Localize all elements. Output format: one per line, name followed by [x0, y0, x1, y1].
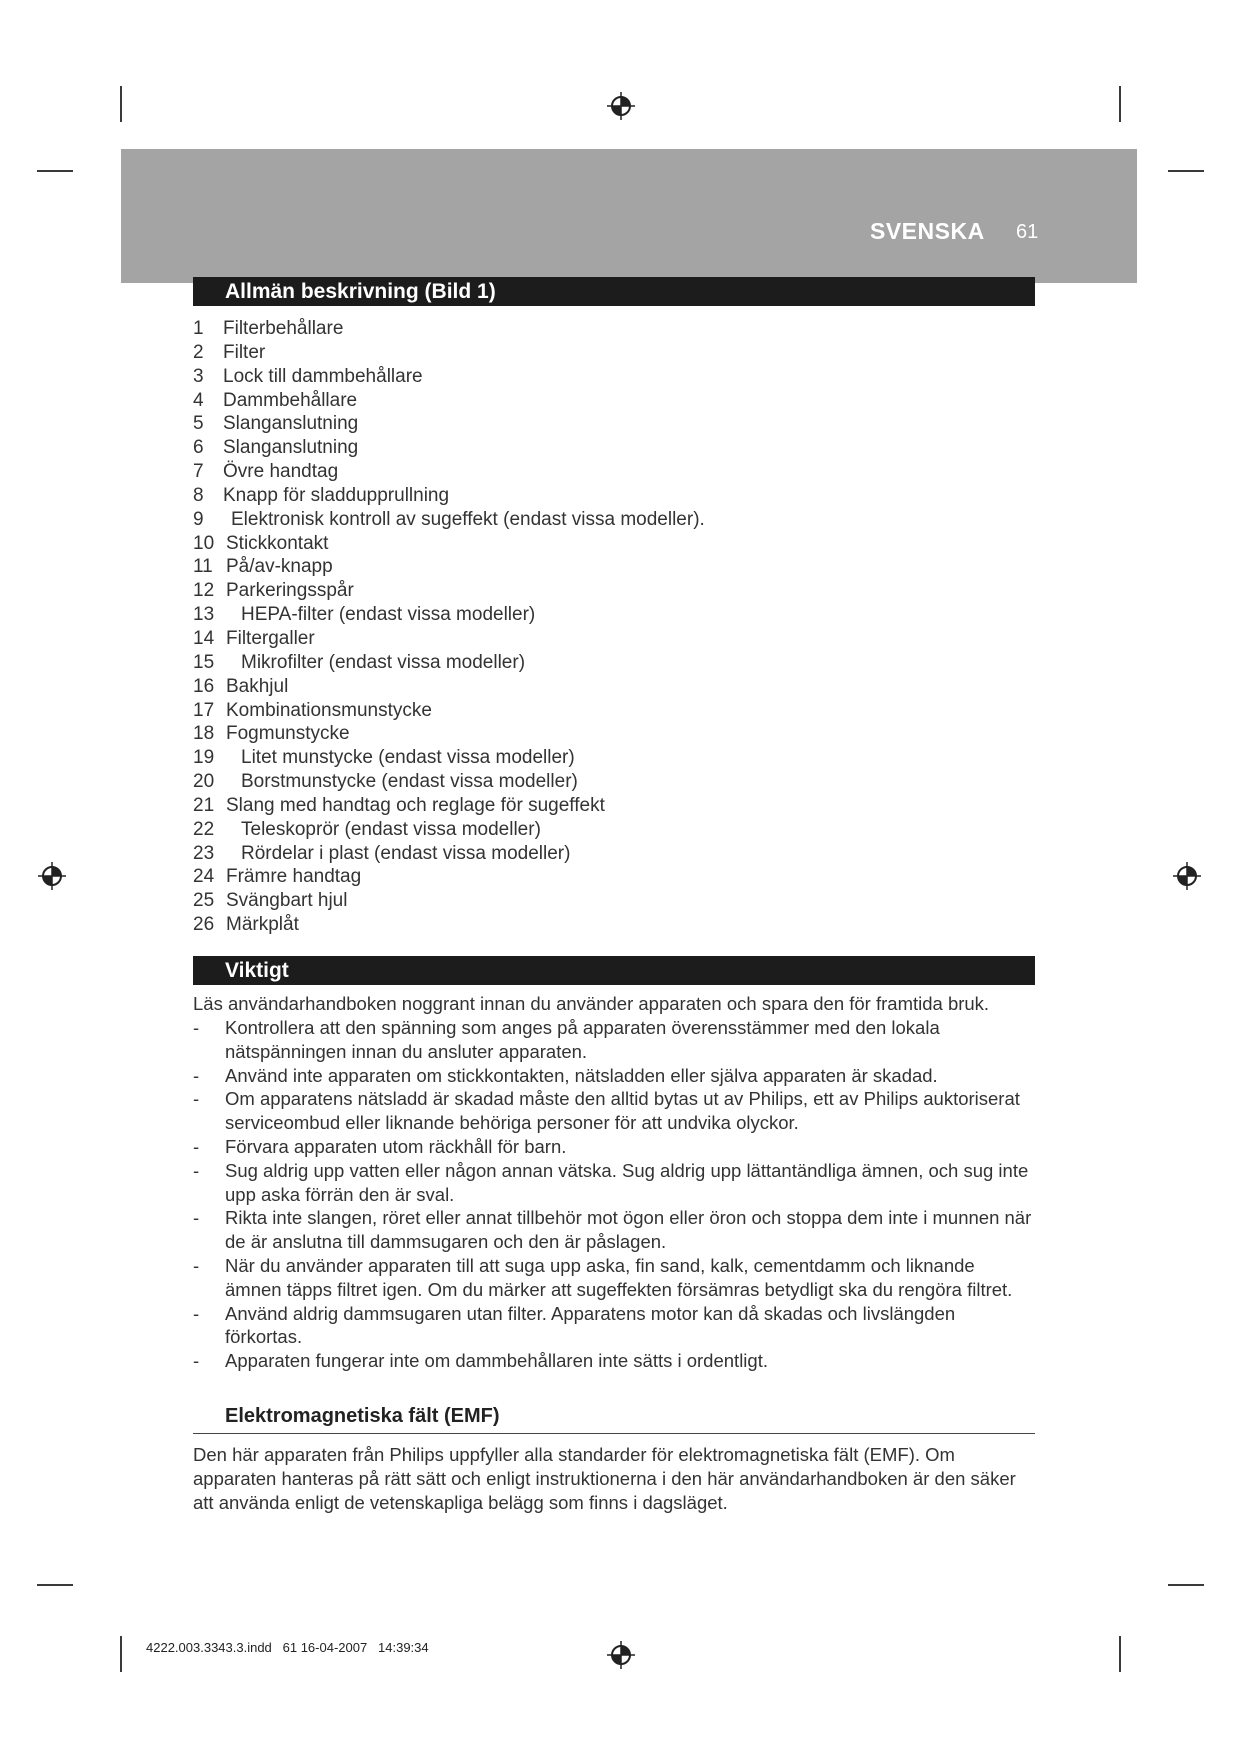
- important-intro: Läs användarhandboken noggrant innan du använder apparaten och spara den för framtida bruk.: [193, 993, 990, 1014]
- list-item: 13 HEPA-filter (endast vissa modeller): [193, 604, 536, 626]
- crop-mark: [120, 86, 122, 122]
- registration-mark-icon: [1173, 862, 1201, 890]
- list-item: 16 Bakhjul: [193, 675, 289, 697]
- crop-mark: [1168, 170, 1204, 172]
- list-item: 19 Litet munstycke (endast vissa modeller): [193, 747, 575, 769]
- emf-paragraph: Den här apparaten från Philips uppfyller alla standarder för elektromagnetiska fält (EMF). Om apparaten hanteras på rätt sätt och enligt instruktionerna i den här användarhandboken är den säker att använda enligt de vetenskapliga belägg som finns i dagsläget.: [193, 1444, 1016, 1513]
- list-item: 5 Slanganslutning: [193, 413, 359, 435]
- list-item: - Använd aldrig dammsugaren utan filter. Apparatens motor kan då skadas och livslängden förkortas.: [193, 1302, 956, 1348]
- list-item: 3 Lock till dammbehållare: [193, 365, 423, 387]
- list-item: 6 Slanganslutning: [193, 437, 359, 459]
- safety-bullet-list: [193, 1016, 1035, 1373]
- list-item: - Kontrollera att den spänning som anges på apparaten överensstämmer med den lokala nätspänningen innan du ansluter apparaten.: [193, 1017, 940, 1062]
- parts-list: [193, 317, 705, 937]
- list-item: 11 På/av-knapp: [193, 556, 333, 578]
- list-item: 7 Övre handtag: [193, 461, 339, 483]
- list-item: 24 Främre handtag: [193, 866, 362, 888]
- list-item: 2 Filter: [193, 341, 266, 363]
- list-item: 14 Filtergaller: [193, 627, 315, 649]
- list-item: 10 Stickkontakt: [193, 532, 329, 554]
- list-item: 22 Teleskoprör (endast vissa modeller): [193, 818, 541, 840]
- print-slug: 4222.003.3343.3.indd 61 16-04-2007 14:39:34: [146, 1640, 429, 1655]
- list-item: - Apparaten fungerar inte om dammbehållaren inte sätts i ordentligt.: [193, 1350, 768, 1372]
- list-item: 4 Dammbehållare: [193, 389, 358, 411]
- list-item: - Om apparatens nätsladd är skadad måste den alltid bytas ut av Philips, ett av Philips auktoriserat serviceombud eller liknande behöriga personer för att undvika olyckor.: [193, 1088, 1020, 1134]
- registration-mark-icon: [607, 1641, 635, 1669]
- list-item: - Rikta inte slangen, röret eller annat tillbehör mot ögon eller öron och stoppa dem inte i munnen när de är anslutna till dammsugaren och den är påslagen.: [193, 1207, 1032, 1253]
- crop-mark: [37, 1584, 73, 1586]
- header-language: SVENSKA: [870, 218, 985, 244]
- list-item: 18 Fogmunstycke: [193, 723, 350, 745]
- header-band: [121, 149, 1137, 283]
- list-item: 23 Rördelar i plast (endast vissa modeller): [193, 842, 571, 864]
- crop-mark: [1119, 86, 1121, 122]
- registration-mark-icon: [607, 92, 635, 120]
- list-item: 15 Mikrofilter (endast vissa modeller): [193, 651, 526, 673]
- list-item: 1 Filterbehållare: [193, 318, 344, 339]
- list-item: - Använd inte apparaten om stickkontakten, nätsladden eller själva apparaten är skadad.: [193, 1064, 938, 1086]
- crop-mark: [120, 1636, 122, 1672]
- page-number: 61: [1016, 221, 1039, 243]
- list-item: 26 Märkplåt: [193, 914, 299, 936]
- list-item: 21 Slang med handtag och reglage för sugeffekt: [193, 794, 605, 816]
- list-item: - Förvara apparaten utom räckhåll för barn.: [193, 1135, 567, 1157]
- divider: [193, 1433, 1035, 1434]
- list-item: 17 Kombinationsmunstycke: [193, 699, 432, 721]
- section-heading-general-description: Allmän beskrivning (Bild 1): [193, 277, 1035, 306]
- list-item: - Sug aldrig upp vatten eller någon annan vätska. Sug aldrig upp lättantändliga ämnen, och sug inte upp aska förrän den är sval.: [193, 1159, 1029, 1205]
- section-heading-important: Viktigt: [193, 956, 1035, 985]
- list-item: - När du använder apparaten till att suga upp aska, fin sand, kalk, cementdamm och liknande ämnen täpps filtret igen. Om du märker att sugeffekten försämras betydligt ska du rengöra filtret.: [193, 1254, 1013, 1300]
- registration-mark-icon: [38, 862, 66, 890]
- crop-mark: [37, 170, 73, 172]
- list-item: 25 Svängbart hjul: [193, 890, 348, 912]
- crop-mark: [1119, 1636, 1121, 1672]
- list-item: 12 Parkeringsspår: [193, 580, 354, 602]
- list-item: 20 Borstmunstycke (endast vissa modeller): [193, 771, 578, 793]
- crop-mark: [1168, 1584, 1204, 1586]
- emf-heading: Elektromagnetiska fält (EMF): [225, 1405, 500, 1427]
- list-item: 9 Elektronisk kontroll av sugeffekt (endast vissa modeller).: [193, 508, 705, 530]
- list-item: 8 Knapp för sladdupprullning: [193, 484, 450, 506]
